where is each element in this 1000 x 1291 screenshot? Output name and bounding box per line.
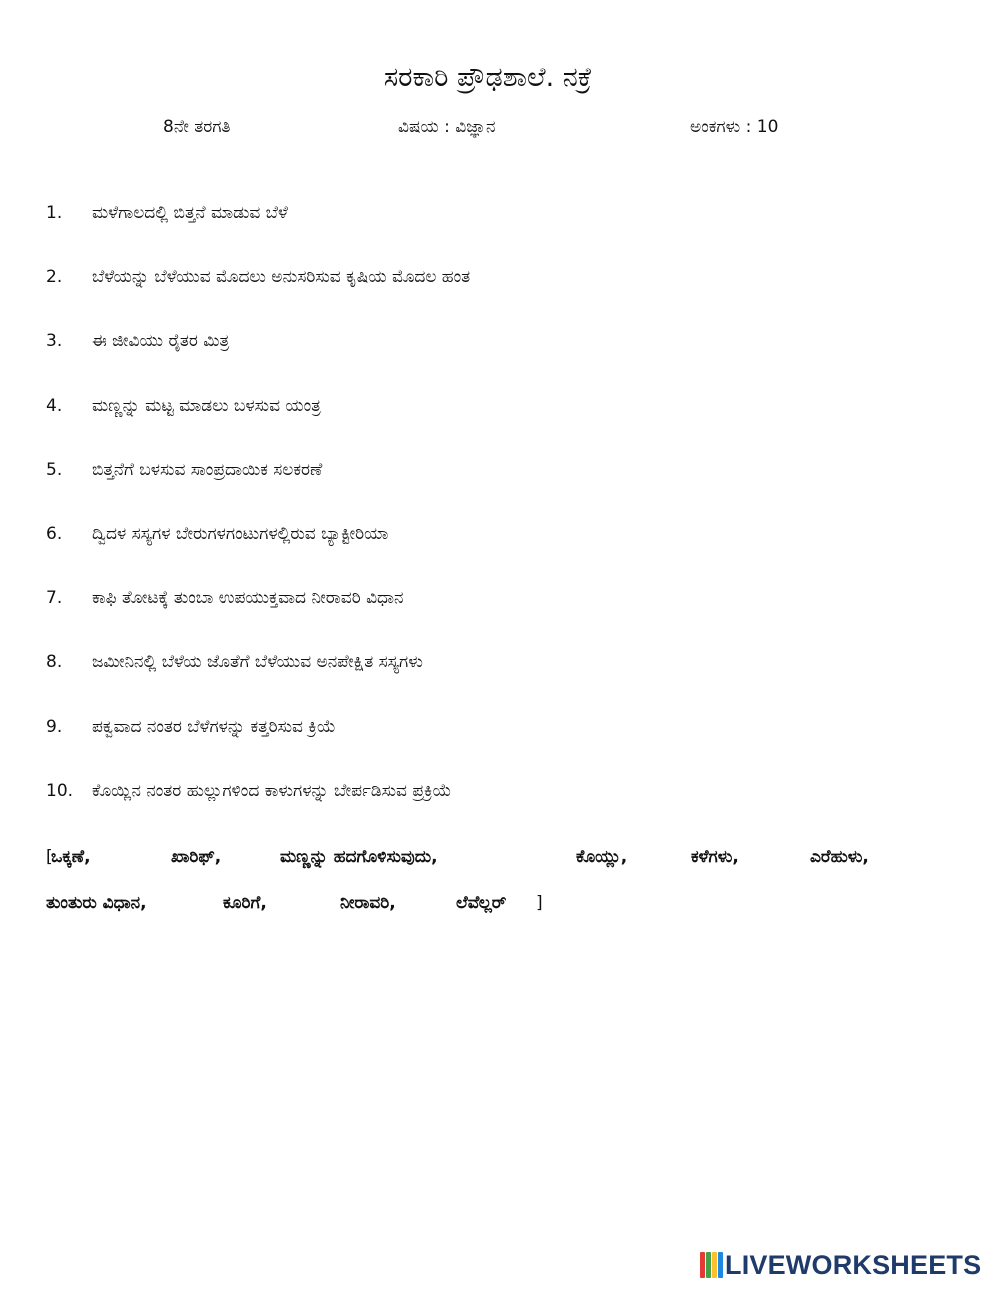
question-number: 5. xyxy=(46,459,63,480)
school-title: ಸರಕಾರಿ ಪ್ರೌಢಶಾಲೆ. ನಕ್ರೆ xyxy=(383,62,593,93)
word-bank-item: ಲೆವೆಲ್ಲರ್ xyxy=(456,893,507,913)
question-number: 7. xyxy=(46,588,63,609)
marks-label: ಅಂಕಗಳು : 10 xyxy=(690,117,779,137)
question-text: ಕಾಫಿ ತೋಟಕ್ಕೆ ತುಂಬಾ ಉಪಯುಕ್ತವಾದ ನೀರಾವರಿ ವಿಧಾನ xyxy=(92,588,404,609)
word-bank-close-bracket: ] xyxy=(536,893,543,913)
question-item xyxy=(0,647,1000,711)
word-bank-item: ಮಣ್ಣನ್ನು ಹದಗೊಳಿಸುವುದು, xyxy=(280,847,438,867)
subject-label: ವಿಷಯ : ವಿಜ್ಞಾನ xyxy=(398,117,496,137)
word-bank-open-bracket: [ xyxy=(46,847,53,867)
question-text: ಜಮೀನಿನಲ್ಲಿ ಬೆಳೆಯ ಜೊತೆಗೆ ಬೆಳೆಯುವ ಅನಪೇಕ್ಷಿತ ಸಸ್ಯಗಳು xyxy=(92,652,423,673)
word-bank-item: ನೀರಾವರಿ, xyxy=(340,893,396,913)
question-number: 4. xyxy=(46,395,63,416)
logo-bar xyxy=(718,1252,723,1278)
question-item xyxy=(0,712,1000,776)
class-label: 8ನೇ ತರಗತಿ xyxy=(163,117,231,137)
word-bank-item: ಕೂರಿಗೆ, xyxy=(223,893,267,913)
question-item xyxy=(0,391,1000,455)
question-text: ಬಿತ್ತನೆಗೆ ಬಳಸುವ ಸಾಂಪ್ರದಾಯಿಕ ಸಲಕರಣೆ xyxy=(92,459,323,480)
question-number: 6. xyxy=(46,523,63,544)
question-number: 3. xyxy=(46,331,63,352)
question-item xyxy=(0,776,1000,840)
question-number: 10. xyxy=(46,780,74,801)
question-item xyxy=(0,583,1000,647)
word-bank-item: ಎರೆಹುಳು, xyxy=(810,847,869,867)
question-list xyxy=(0,198,1000,840)
question-item xyxy=(0,519,1000,583)
logo-bar xyxy=(706,1252,711,1278)
word-bank-item: ಒಕ್ಕಣೆ, xyxy=(51,847,91,867)
question-item xyxy=(0,326,1000,390)
word-bank-item: ಕೊಯ್ಲು, xyxy=(576,847,628,867)
question-item xyxy=(0,455,1000,519)
question-text: ಮಳೆಗಾಲದಲ್ಲಿ ಬಿತ್ತನೆ ಮಾಡುವ ಬೆಳೆ xyxy=(92,203,288,223)
question-text: ಪಕ್ವವಾದ ನಂತರ ಬೆಳೆಗಳನ್ನು ಕತ್ತರಿಸುವ ಕ್ರಿಯೆ xyxy=(92,716,336,737)
logo-bar xyxy=(700,1252,705,1278)
question-number: 9. xyxy=(46,716,63,737)
word-bank-item: ತುಂತುರು ವಿಧಾನ, xyxy=(46,893,147,913)
question-item xyxy=(0,198,1000,262)
question-text: ಬೆಳೆಯನ್ನು ಬೆಳೆಯುವ ಮೊದಲು ಅನುಸರಿಸುವ ಕೃಷಿಯ ಮೊದಲ ಹಂತ xyxy=(92,267,471,288)
question-number: 8. xyxy=(46,652,63,673)
question-text: ಈ ಜೀವಿಯು ರೈತರ ಮಿತ್ರ xyxy=(92,331,230,352)
question-number: 1. xyxy=(46,203,63,223)
word-bank-item: ಕಳೆಗಳು, xyxy=(691,847,739,867)
logo-bar xyxy=(712,1252,717,1278)
question-text: ಕೊಯ್ಲಿನ ನಂತರ ಹುಲ್ಲುಗಳಿಂದ ಕಾಳುಗಳನ್ನು ಬೇರ್ಪಡಿಸುವ ಪ್ರಕ್ರಿಯೆ xyxy=(92,780,452,801)
question-text: ಮಣ್ಣನ್ನು ಮಟ್ಟ ಮಾಡಲು ಬಳಸುವ ಯಂತ್ರ xyxy=(92,395,321,416)
liveworksheets-brand-text: LIVEWORKSHEETS xyxy=(725,1250,982,1280)
question-item xyxy=(0,262,1000,326)
question-number: 2. xyxy=(46,267,63,288)
word-bank-item: ಖಾರಿಫ್, xyxy=(171,847,222,867)
question-text: ದ್ವಿದಳ ಸಸ್ಯಗಳ ಬೇರುಗಳಗಂಟುಗಳಲ್ಲಿರುವ ಬ್ಯಾಕ್ಟೀರಿಯಾ xyxy=(92,523,389,544)
liveworksheets-logo-icon xyxy=(700,1252,722,1278)
